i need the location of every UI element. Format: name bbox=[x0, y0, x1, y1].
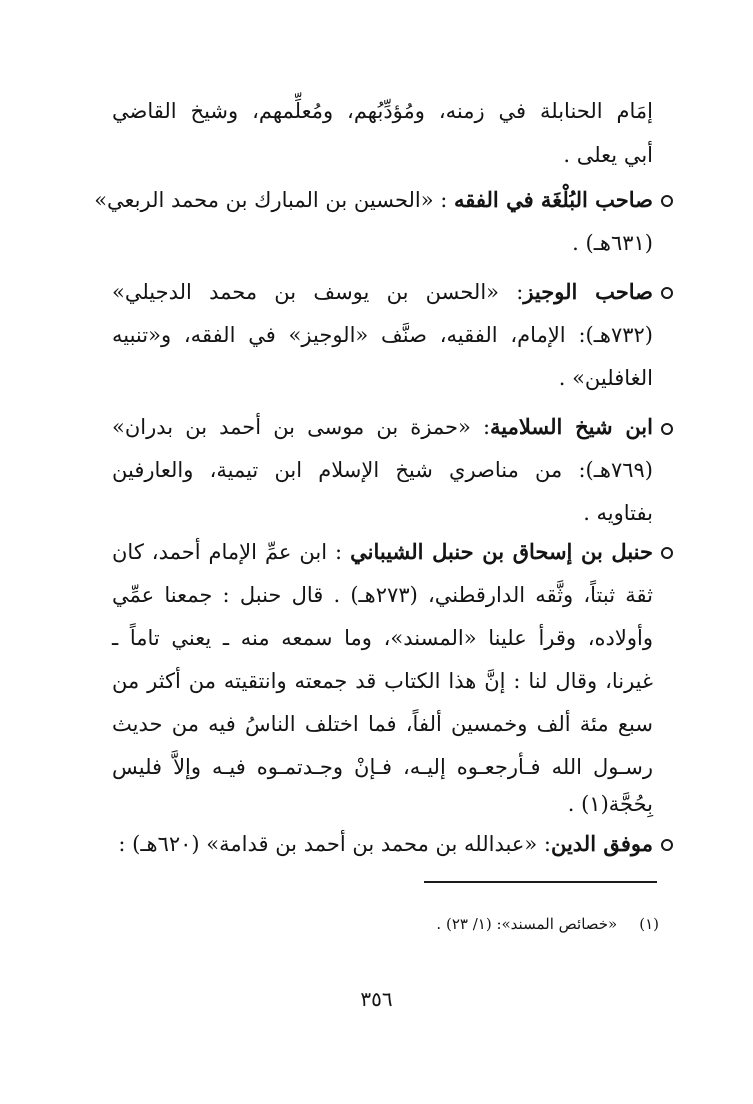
entry-4-heading: حنبل بن إسحاق بن حنبل الشيباني bbox=[350, 539, 653, 564]
entry-1-heading: صاحب البُلْغَة في الفقه bbox=[454, 187, 653, 212]
bullet-icon bbox=[661, 423, 673, 435]
entry-1-first-line bbox=[94, 185, 653, 215]
entry-4-first-line bbox=[112, 537, 653, 567]
bullet-icon bbox=[661, 195, 673, 207]
footnote-separator bbox=[424, 881, 657, 883]
entry-3-line-3: بفتاويه . bbox=[583, 501, 653, 525]
entry-4-line-4: غيرنا، وقال لنا : إنَّ هذا الكتاب قد جمعته وانتقيته من أكثر من bbox=[112, 669, 653, 693]
entry-3-first-line bbox=[112, 412, 653, 442]
intro-line-2: أبي يعلى . bbox=[563, 143, 653, 167]
entry-4-line-5: سبع مئة ألف وخمسين ألفاً، فما اختلف الناسُ فيه من حديث bbox=[112, 712, 653, 736]
entry-3-rest: : «حمزة بن موسى بن أحمد بن بدران» bbox=[112, 415, 491, 439]
bullet-icon bbox=[661, 547, 673, 559]
entry-3-heading: ابن شيخ السلامية bbox=[490, 414, 653, 439]
entry-4-rest: : ابن عمِّ الإمام أحمد، كان bbox=[112, 540, 351, 564]
page-number: ٣٥٦ bbox=[360, 987, 393, 1011]
footnote-number: (١) bbox=[639, 915, 659, 933]
entry-5-rest: : «عبدالله بن محمد بن أحمد بن قدامة» (٦٢٠هـ) : bbox=[118, 832, 551, 856]
entry-4-line-7: بِحُجَّة(١) . bbox=[567, 792, 653, 816]
entry-4-line-2: ثقة ثبتاً، وثَّقه الدارقطني، (٢٧٣هـ) . قال حنبل : جمعنا عمِّي bbox=[112, 583, 653, 607]
entry-5-heading: موفق الدين bbox=[550, 831, 653, 856]
entry-4-line-3: وأولاده، وقرأ علينا «المسند»، وما سمعه منه ـ يعني تاماً ـ bbox=[112, 626, 653, 650]
entry-4-line-6: رسـول الله فـأرجعـوه إليـه، فـإنْ وجـدتمـوه فيـه وإلاَّ فليس bbox=[112, 755, 653, 779]
footnote bbox=[436, 914, 659, 934]
entry-1-rest: : «الحسين بن المبارك بن محمد الربعي» bbox=[94, 188, 455, 212]
bullet-icon bbox=[661, 839, 673, 851]
entry-2-rest: : «الحسن بن يوسف بن محمد الدجيلي» bbox=[112, 280, 524, 304]
entry-2-line-2: (٧٣٢هـ): الإمام، الفقيه، صنَّف «الوجيز» في الفقه، و«تنبيه bbox=[112, 323, 653, 347]
entry-2-first-line bbox=[112, 277, 653, 307]
entry-2-heading: صاحب الوجيز bbox=[523, 279, 653, 304]
bullet-icon bbox=[661, 287, 673, 299]
entry-1-line-2: (٦٣١هـ) . bbox=[572, 231, 653, 255]
entry-2-line-3: الغافلين» . bbox=[558, 366, 653, 390]
entry-3-line-2: (٧٦٩هـ): من مناصري شيخ الإسلام ابن تيمية، والعارفين bbox=[112, 458, 653, 482]
intro-line-1: إمَام الحنابلة في زمنه، ومُؤدِّبُهم، ومُعلِّمهم، وشيخ القاضي bbox=[112, 99, 653, 123]
footnote-text: «خصائص المسند»: (١/ ٢٣) . bbox=[436, 915, 618, 933]
entry-5-first-line bbox=[118, 829, 653, 859]
